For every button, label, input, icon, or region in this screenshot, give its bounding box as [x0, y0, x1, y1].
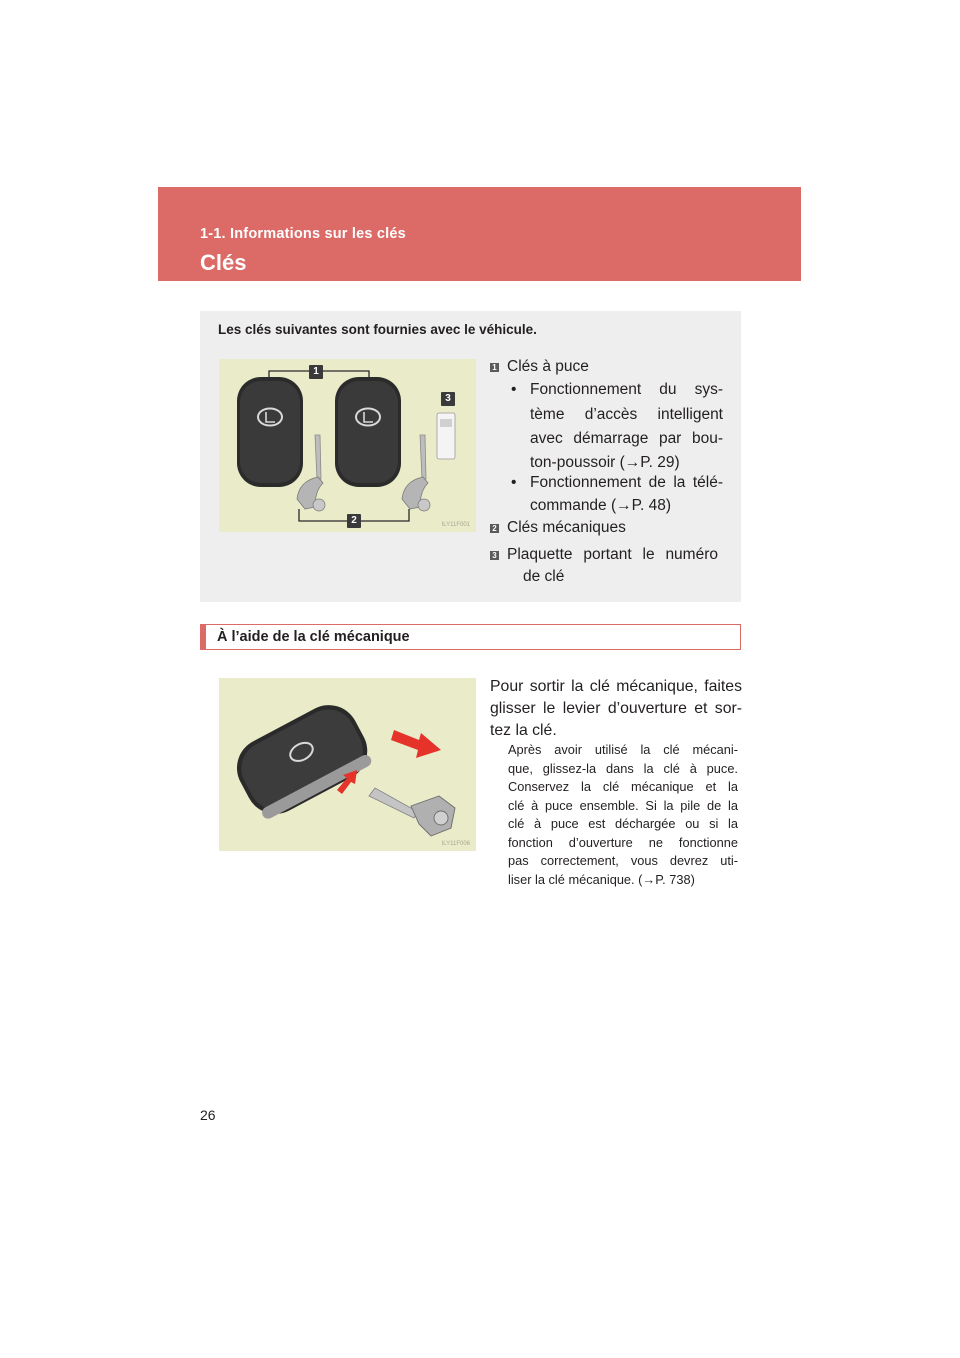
mechanical-key-figure	[219, 678, 476, 851]
subsection-heading: À l’aide de la clé mécanique	[217, 629, 410, 645]
page-title: Clés	[200, 250, 247, 275]
item-label-plate-line-1: Plaquette portant le numéro	[507, 546, 718, 563]
figure-code: ILY11F001	[441, 522, 470, 528]
instruction-paragraph	[490, 676, 742, 742]
page-number: 26	[200, 1107, 216, 1123]
item-label-plate-line-2: de clé	[523, 568, 565, 585]
note-line: liser la clé mécanique. (→P. 738)	[508, 871, 695, 887]
bullet-1-line-4: ton-poussoir (→P. 29)	[530, 454, 680, 471]
item-number-1: 1	[490, 363, 499, 372]
bullet-mark: •	[511, 381, 517, 398]
note-line: pas correctement, vous devrez uti-	[508, 853, 738, 868]
note-line: Après avoir utilisé la clé mécani-	[508, 742, 738, 757]
note-line: Conservez la clé mécanique et la	[508, 779, 738, 794]
callout-badge-3: 3	[441, 392, 455, 406]
key-removal-illustration	[219, 678, 476, 851]
keys-illustration	[219, 359, 476, 532]
note-line: clé à puce ensemble. Si la pile de la	[508, 797, 738, 813]
callout-badge-1: 1	[309, 365, 323, 379]
paragraph-line: Pour sortir la clé mécanique, faites	[490, 678, 742, 695]
item-label-smart-keys: Clés à puce	[507, 358, 589, 375]
paragraph-line: glisser le levier d’ouverture et sor-	[490, 700, 742, 717]
note-line: que, glissez-la dans la clé à puce.	[508, 760, 738, 776]
callout-badge-2: 2	[347, 514, 361, 528]
item-number-2: 2	[490, 524, 499, 533]
bullet-1-line-1: Fonctionnement du sys-	[530, 381, 723, 398]
bullet-mark: •	[511, 474, 517, 491]
usage-note	[508, 741, 738, 889]
item-number-3: 3	[490, 551, 499, 560]
bullet-2-line-1: Fonctionnement de la télé-	[530, 474, 723, 491]
note-line: fonction d’ouverture ne fonctionne	[508, 834, 738, 850]
subsection-accent	[200, 624, 206, 650]
note-line: clé à puce est déchargée ou si la	[508, 816, 738, 831]
item-label-mechanical-keys: Clés mécaniques	[507, 519, 626, 536]
bullet-1-line-3: avec démarrage par bou-	[530, 430, 723, 447]
section-label: 1-1. Informations sur les clés	[200, 226, 406, 242]
bullet-1-line-2: tème d’accès intelligent	[530, 406, 723, 423]
bullet-2-line-2: commande (→P. 48)	[530, 497, 671, 514]
keys-figure	[219, 359, 476, 532]
paragraph-line: tez la clé.	[490, 722, 557, 739]
intro-text: Les clés suivantes sont fournies avec le véhicule.	[218, 322, 537, 337]
figure-code: ILY11F006	[441, 841, 470, 847]
